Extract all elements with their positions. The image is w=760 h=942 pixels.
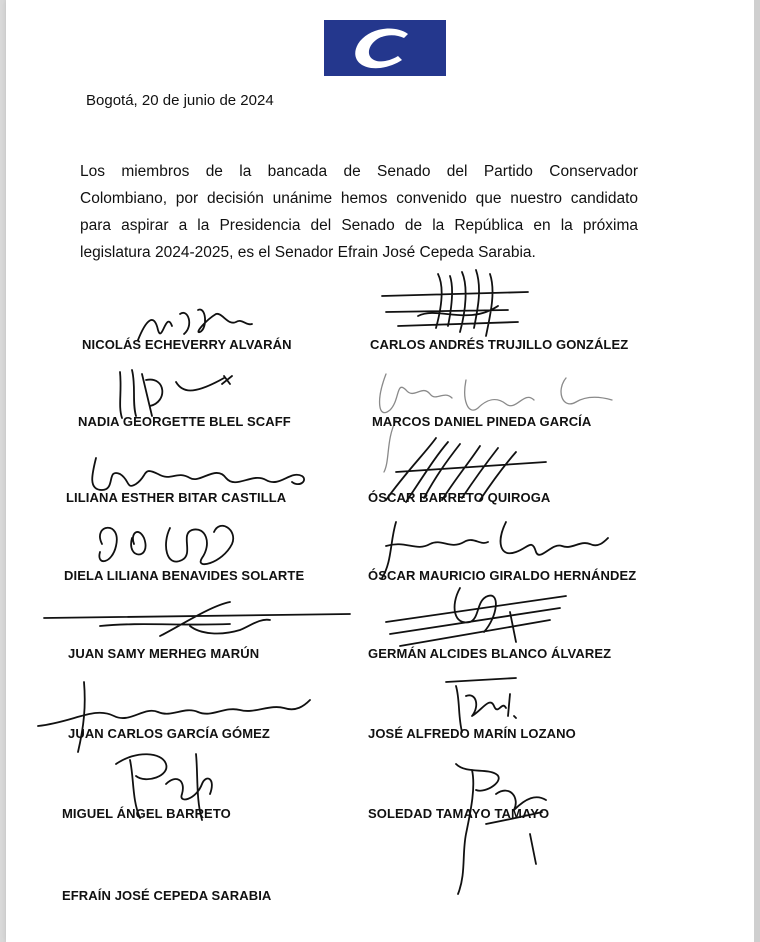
signatory-name: NICOLÁS ECHEVERRY ALVARÁN bbox=[82, 337, 292, 352]
party-logo bbox=[324, 20, 446, 76]
signatory-name: NADIA GEORGETTE BLEL SCAFF bbox=[78, 414, 291, 429]
document-page bbox=[6, 0, 754, 942]
candidate-name: EFRAÍN JOSÉ CEPEDA SARABIA bbox=[62, 888, 272, 903]
signature-blanco bbox=[380, 582, 580, 652]
signatory-name: SOLEDAD TAMAYO TAMAYO bbox=[368, 806, 550, 821]
signatory-name: JUAN SAMY MERHEG MARÚN bbox=[68, 646, 260, 661]
signatory-name: ÓSCAR MAURICIO GIRALDO HERNÁNDEZ bbox=[368, 568, 637, 583]
signatory-name: JOSÉ ALFREDO MARÍN LOZANO bbox=[368, 726, 576, 741]
signatory-name: ÓSCAR BARRETO QUIROGA bbox=[368, 490, 551, 505]
signatory-name: DIELA LILIANA BENAVIDES SOLARTE bbox=[64, 568, 305, 583]
body-line: legislatura 2024-2025, es el Senador Efrain José Cepeda Sarabia. bbox=[80, 244, 536, 261]
signature-tamayo bbox=[436, 754, 566, 904]
signatory-name: MARCOS DANIEL PINEDA GARCÍA bbox=[372, 414, 592, 429]
signatory-name: MIGUEL ÁNGEL BARRETO bbox=[62, 806, 231, 821]
document-body bbox=[80, 158, 638, 266]
body-line: para aspirar a la Presidencia del Senado de la República en la próxima bbox=[80, 217, 638, 234]
signature-merheg bbox=[40, 596, 360, 646]
signature-trujillo bbox=[378, 266, 538, 346]
document-date: Bogotá, 20 de junio de 2024 bbox=[86, 92, 274, 109]
signatory-name: CARLOS ANDRÉS TRUJILLO GONZÁLEZ bbox=[370, 337, 629, 352]
body-line: Colombiano, por decisión unánime hemos convenido que nuestro candidato bbox=[80, 190, 638, 207]
signature-blel bbox=[106, 362, 246, 422]
party-logo-c-icon bbox=[324, 20, 446, 76]
signatory-name: LILIANA ESTHER BITAR CASTILLA bbox=[66, 490, 287, 505]
signatory-name: GERMÁN ALCIDES BLANCO ÁLVAREZ bbox=[368, 646, 612, 661]
signatory-name: JUAN CARLOS GARCÍA GÓMEZ bbox=[68, 726, 270, 741]
body-line: Los miembros de la bancada de Senado del Partido Conservador bbox=[80, 163, 638, 180]
page-edge-shadow bbox=[754, 0, 760, 942]
